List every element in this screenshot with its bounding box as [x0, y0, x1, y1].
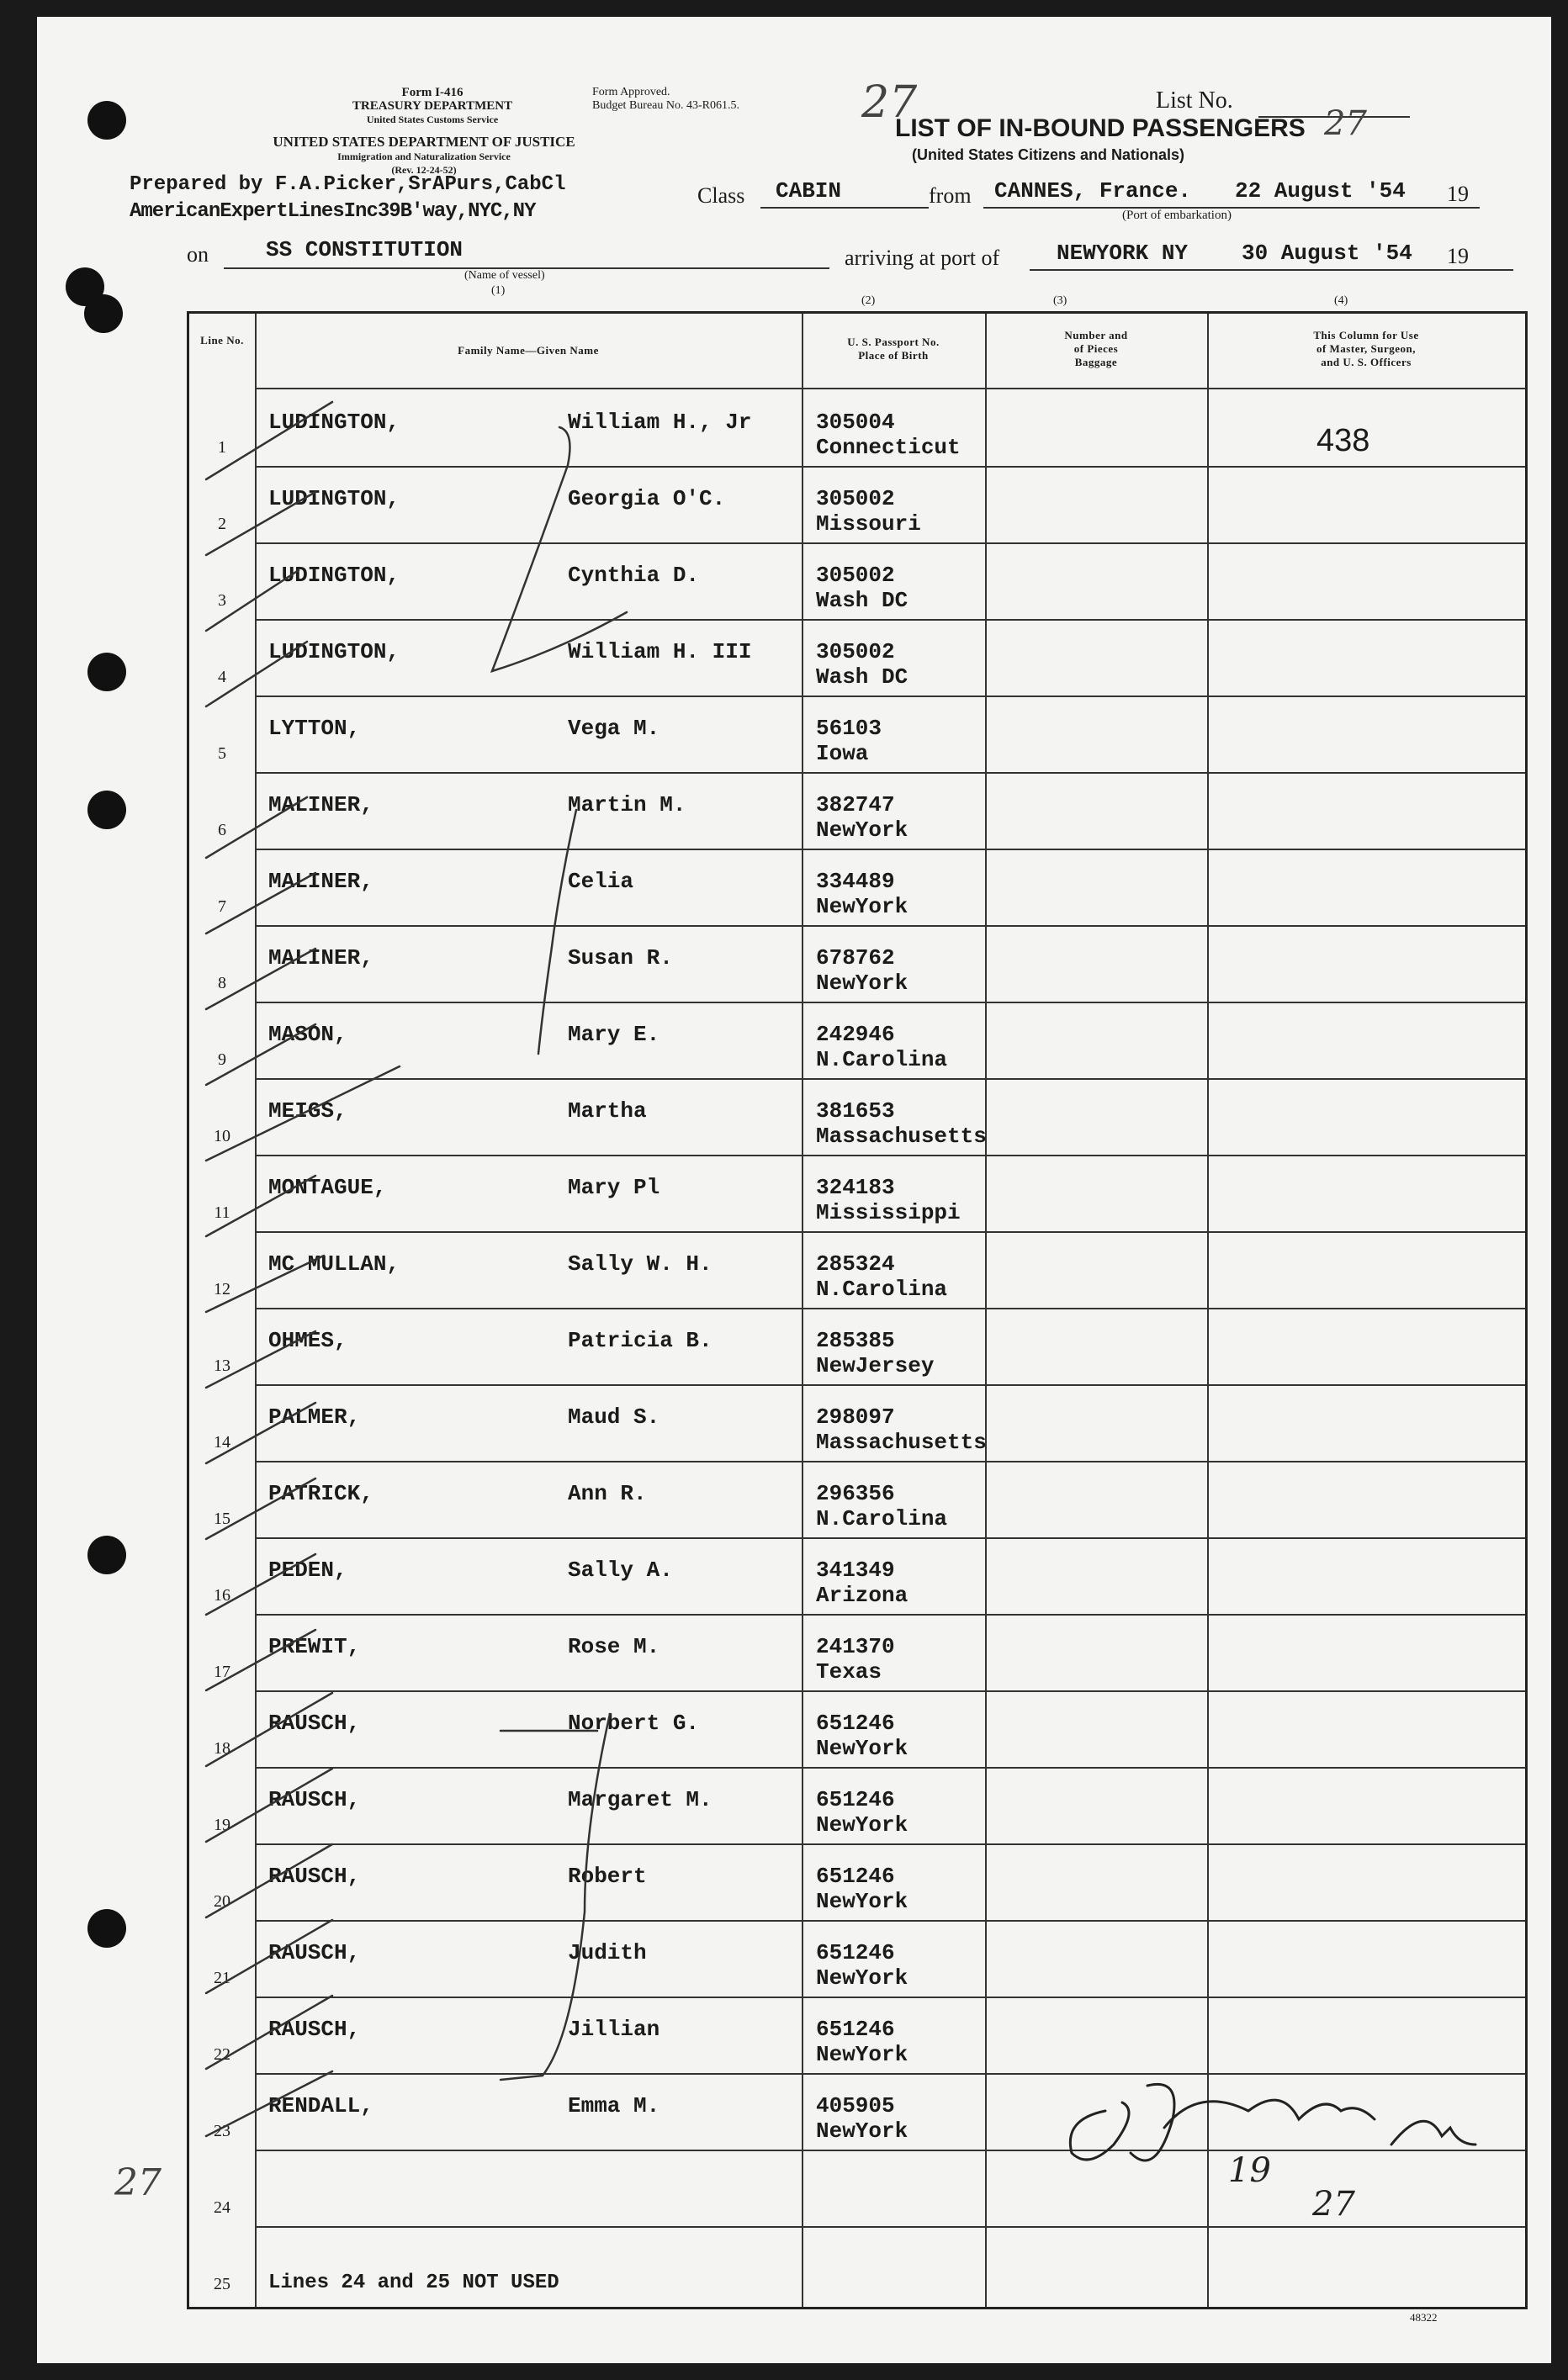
binder-hole [87, 653, 126, 691]
table-row [189, 1767, 1525, 1843]
place-of-birth: Arizona [816, 1583, 908, 1608]
from-label: from [929, 183, 972, 208]
given-name: Patricia B. [568, 1328, 712, 1353]
table-row [189, 1002, 1525, 1077]
column-header-line: Line No. [200, 334, 244, 346]
table-row [189, 925, 1525, 1001]
family-name: PALMER, [268, 1404, 361, 1430]
line-number: 23 [214, 2122, 230, 2140]
vessel-name: SS CONSTITUTION [266, 237, 464, 262]
column-number-2: (2) [861, 294, 876, 307]
place-of-birth: NewYork [816, 817, 908, 843]
family-name: LUDINGTON, [268, 563, 400, 588]
binder-hole [84, 294, 123, 333]
passport-number: 242946 [816, 1022, 895, 1047]
line-number: 25 [214, 2275, 230, 2293]
family-name: PATRICK, [268, 1481, 373, 1506]
budget-bureau: Budget Bureau No. 43-R061.5. [592, 99, 739, 112]
margin-note: 27 [114, 2161, 162, 2204]
binder-hole [87, 791, 126, 829]
table-row [189, 1920, 1525, 1996]
line-number: 6 [218, 821, 226, 839]
family-name: LUDINGTON, [268, 410, 400, 435]
arriving-label: arriving at port of [845, 246, 1000, 270]
line-number: 8 [218, 974, 226, 992]
arrival-date: 30 August '54 [1242, 241, 1412, 266]
treasury-department: TREASURY DEPARTMENT [352, 99, 513, 113]
given-name: Georgia O'C. [568, 486, 726, 511]
given-name: Martha [568, 1098, 647, 1124]
line-number: 5 [218, 744, 226, 763]
immigration-service: Immigration and Naturalization Service [337, 151, 511, 162]
on-label: on [187, 242, 209, 267]
given-name: Norbert G. [568, 1711, 700, 1736]
justice-department: UNITED STATES DEPARTMENT OF JUSTICE [273, 134, 575, 150]
family-name: MONTAGUE, [268, 1175, 387, 1200]
place-of-birth: Massachusetts [816, 1430, 987, 1455]
family-name: LUDINGTON, [268, 639, 400, 664]
place-of-birth: Connecticut [816, 435, 961, 460]
place-of-birth: NewYork [816, 1736, 908, 1761]
place-of-birth: NewYork [816, 2042, 908, 2067]
place-of-birth: NewYork [816, 1889, 908, 1914]
passport-number: 298097 [816, 1404, 895, 1430]
passport-number: 305004 [816, 410, 895, 435]
line-number: 16 [214, 1586, 230, 1605]
binder-hole [87, 101, 126, 140]
table-row [189, 1155, 1525, 1230]
family-name: MALINER, [268, 945, 373, 971]
revision-date: (Rev. 12-24-52) [391, 164, 457, 176]
page-subtitle: (United States Citizens and Nationals) [912, 146, 1185, 163]
table-row [189, 1461, 1525, 1536]
form-number: Form I-416 [401, 86, 464, 99]
print-code: 48322 [1410, 2311, 1438, 2324]
column-header-official-2: of Master, Surgeon, [1316, 342, 1417, 355]
passport-number: 296356 [816, 1481, 895, 1506]
family-name: MC MULLAN, [268, 1251, 400, 1277]
passport-number: 678762 [816, 945, 895, 971]
prepared-by: Prepared by F.A.Picker,SrAPurs,CabCl [130, 173, 566, 196]
given-name: Ann R. [568, 1481, 647, 1506]
place-of-birth: Texas [816, 1659, 882, 1685]
class-value: CABIN [776, 178, 842, 204]
customs-service: United States Customs Service [366, 114, 499, 125]
document-sheet [37, 17, 1551, 2363]
family-name: RAUSCH, [268, 2017, 361, 2042]
footer-note: Lines 24 and 25 NOT USED [268, 2272, 559, 2294]
place-of-birth: NewYork [816, 894, 908, 919]
table-row [189, 1843, 1525, 1919]
column-header-baggage: Number and [1064, 329, 1128, 341]
family-name: MALINER, [268, 869, 373, 894]
passenger-table [187, 311, 1528, 2309]
given-name: Margaret M. [568, 1787, 712, 1812]
line-number: 13 [214, 1357, 230, 1375]
table-row [189, 1614, 1525, 1690]
column-header-passport: U. S. Passport No. [847, 336, 940, 348]
passport-number: 305002 [816, 486, 895, 511]
from-year-suffix: 19 [1447, 182, 1469, 206]
officer-signature [1030, 2052, 1501, 2220]
family-name: MASON, [268, 1022, 347, 1047]
line-number: 15 [214, 1510, 230, 1528]
passport-number: 334489 [816, 869, 895, 894]
passport-number: 405905 [816, 2093, 895, 2118]
place-of-birth: Iowa [816, 741, 869, 766]
line-number: 4 [218, 668, 226, 686]
column-header-name: Family Name—Given Name [458, 344, 599, 357]
table-row [189, 1308, 1525, 1383]
table-row [189, 389, 1525, 465]
table-row [189, 542, 1525, 618]
binder-hole [87, 1536, 126, 1574]
signature-date: 19 [1228, 2151, 1271, 2190]
family-name: PEDEN, [268, 1558, 347, 1583]
passport-number: 381653 [816, 1098, 895, 1124]
passport-number: 341349 [816, 1558, 895, 1583]
list-no-value: 27 [1324, 104, 1367, 143]
class-label: Class [697, 183, 745, 208]
column-header-official: This Column for Use [1313, 329, 1419, 341]
passport-number: 651246 [816, 2017, 895, 2042]
given-name: Martin M. [568, 792, 686, 817]
given-name: Sally W. H. [568, 1251, 712, 1277]
list-no-label: List No. [1156, 87, 1233, 114]
table-row [189, 1690, 1525, 1766]
column-number-4: (4) [1334, 294, 1348, 307]
table-row [189, 1537, 1525, 1613]
line-number: 24 [214, 2198, 230, 2217]
arrival-port: NEWYORK NY [1057, 241, 1189, 266]
family-name: RAUSCH, [268, 1864, 361, 1889]
passport-number: 305002 [816, 563, 895, 588]
place-of-birth: NewJersey [816, 1353, 935, 1378]
given-name: Rose M. [568, 1634, 660, 1659]
given-name: Cynthia D. [568, 563, 700, 588]
passport-number: 285385 [816, 1328, 895, 1353]
given-name: William H. III [568, 639, 752, 664]
place-of-birth: N.Carolina [816, 1277, 948, 1302]
given-name: Jillian [568, 2017, 660, 2042]
table-row [189, 849, 1525, 924]
table-row [189, 695, 1525, 771]
family-name: RAUSCH, [268, 1940, 361, 1965]
column-number-3: (3) [1053, 294, 1067, 307]
place-of-birth: NewYork [816, 1812, 908, 1838]
table-row [189, 772, 1525, 848]
family-name: RAUSCH, [268, 1787, 361, 1812]
passport-number: 651246 [816, 1711, 895, 1736]
line-number: 2 [218, 515, 226, 533]
line-number: 3 [218, 591, 226, 610]
line-number: 21 [214, 1969, 230, 1987]
from-date: 22 August '54 [1235, 178, 1406, 204]
given-name: Judith [568, 1940, 647, 1965]
line-number: 7 [218, 897, 226, 916]
family-name: MEIGS, [268, 1098, 347, 1124]
given-name: William H., Jr [568, 410, 752, 435]
place-of-birth: Wash DC [816, 664, 908, 690]
table-row [189, 1078, 1525, 1154]
place-of-birth: NewYork [816, 2118, 908, 2144]
place-of-birth: Missouri [816, 511, 921, 537]
line-number: 12 [214, 1280, 230, 1298]
line-number: 17 [214, 1663, 230, 1681]
official-note: 438 [1316, 423, 1370, 458]
table-row [189, 1231, 1525, 1307]
passport-number: 241370 [816, 1634, 895, 1659]
place-of-birth: NewYork [816, 1965, 908, 1991]
column-header-official-3: and U. S. Officers [1321, 356, 1412, 368]
family-name: LYTTON, [268, 716, 361, 741]
given-name: Vega M. [568, 716, 660, 741]
line-number: 9 [218, 1050, 226, 1069]
line-number: 14 [214, 1433, 230, 1452]
column-header-birthplace: Place of Birth [858, 349, 929, 362]
given-name: Maud S. [568, 1404, 660, 1430]
vessel-column-number: (1) [491, 284, 506, 297]
line-number: 19 [214, 1816, 230, 1834]
given-name: Susan R. [568, 945, 673, 971]
table-row [189, 619, 1525, 695]
passport-number: 382747 [816, 792, 895, 817]
given-name: Robert [568, 1864, 647, 1889]
given-name: Mary E. [568, 1022, 660, 1047]
passport-number: 56103 [816, 716, 882, 741]
passport-number: 651246 [816, 1787, 895, 1812]
vessel-label: (Name of vessel) [464, 269, 545, 282]
table-row [189, 466, 1525, 542]
place-of-birth: Mississippi [816, 1200, 961, 1225]
pencil-list-number: 27 [861, 77, 918, 128]
binder-hole [87, 1909, 126, 1948]
line-number: 1 [218, 438, 226, 457]
place-of-birth: Massachusetts [816, 1124, 987, 1149]
family-name: PREWIT, [268, 1634, 361, 1659]
given-name: Sally A. [568, 1558, 673, 1583]
place-of-birth: NewYork [816, 971, 908, 996]
given-name: Celia [568, 869, 634, 894]
family-name: RENDALL, [268, 2093, 373, 2118]
signature-number: 27 [1312, 2185, 1355, 2224]
given-name: Mary Pl [568, 1175, 660, 1200]
column-header-baggage-2: of Pieces [1073, 342, 1119, 355]
prepared-by-line2: AmericanExpertLinesInc39B'way,NYC,NY [130, 200, 536, 223]
page-title: LIST OF IN-BOUND PASSENGERS [895, 114, 1306, 142]
table-row [189, 1384, 1525, 1460]
passport-number: 651246 [816, 1940, 895, 1965]
form-approved: Form Approved. [592, 86, 670, 98]
column-header-baggage-3: Baggage [1074, 356, 1118, 368]
passport-number: 324183 [816, 1175, 895, 1200]
line-number: 10 [214, 1127, 230, 1145]
line-number: 22 [214, 2045, 230, 2064]
family-name: RAUSCH, [268, 1711, 361, 1736]
family-name: LUDINGTON, [268, 486, 400, 511]
place-of-birth: N.Carolina [816, 1047, 948, 1072]
family-name: OHMES, [268, 1328, 347, 1353]
arrival-year-suffix: 19 [1447, 244, 1469, 268]
given-name: Emma M. [568, 2093, 660, 2118]
family-name: MALINER, [268, 792, 373, 817]
line-number: 18 [214, 1739, 230, 1758]
port-embarkation-label: (Port of embarkation) [1122, 209, 1232, 222]
place-of-birth: N.Carolina [816, 1506, 948, 1531]
place-of-birth: Wash DC [816, 588, 908, 613]
passport-number: 651246 [816, 1864, 895, 1889]
line-number: 11 [214, 1203, 230, 1222]
from-port: CANNES, France. [994, 178, 1192, 204]
line-number: 20 [214, 1892, 230, 1911]
passport-number: 285324 [816, 1251, 895, 1277]
passport-number: 305002 [816, 639, 895, 664]
